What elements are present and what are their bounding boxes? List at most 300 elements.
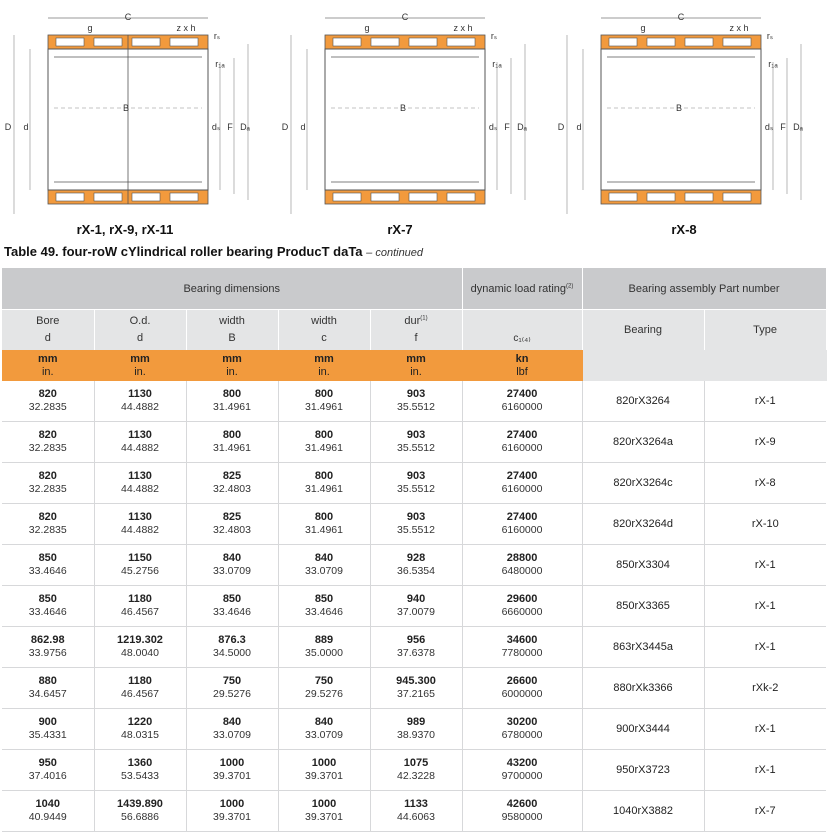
cell-load bbox=[462, 463, 582, 504]
dimension-label-g: g bbox=[87, 23, 93, 33]
cell-width-b-metric: 840 bbox=[222, 552, 242, 564]
cell-load-imperial: 6480000 bbox=[501, 565, 543, 577]
drawing-caption-3: rX-8 bbox=[671, 222, 697, 237]
cell-load bbox=[462, 586, 582, 627]
cell-width-c bbox=[278, 750, 370, 791]
cell-load-metric: 27400 bbox=[506, 470, 538, 482]
cell-od bbox=[94, 586, 186, 627]
dimension-label-r1a: r₁ₐ bbox=[215, 59, 225, 69]
cell-width-b-imperial: 32.4803 bbox=[213, 524, 251, 536]
cell-type: rX-9 bbox=[704, 422, 826, 463]
units-load-si: kn bbox=[515, 352, 529, 365]
roller bbox=[609, 193, 637, 201]
cell-bearing-part-number: 950rX3723 bbox=[582, 750, 704, 791]
table-row bbox=[2, 750, 826, 791]
roller bbox=[409, 193, 437, 201]
units-width-c bbox=[278, 350, 370, 381]
cell-bore-metric: 950 bbox=[38, 757, 57, 769]
header-row-groups bbox=[2, 268, 826, 310]
cell-bearing-part-number: 820rX3264c bbox=[582, 463, 704, 504]
cell-width-c-imperial: 31.4961 bbox=[305, 401, 343, 413]
cell-dur-imperial: 35.5512 bbox=[397, 442, 435, 454]
header-row-units bbox=[2, 350, 826, 381]
cell-od-imperial: 44.4882 bbox=[121, 524, 159, 536]
cell-width-c bbox=[278, 627, 370, 668]
cell-type: rX-1 bbox=[704, 381, 826, 422]
cell-bore bbox=[2, 791, 94, 832]
cell-bore-metric: 900 bbox=[38, 716, 57, 728]
cell-bearing-part-number: 820rX3264a bbox=[582, 422, 704, 463]
cell-bore-imperial: 32.2835 bbox=[28, 401, 67, 413]
cell-width-b-metric: 1000 bbox=[219, 798, 245, 810]
roller bbox=[685, 193, 713, 201]
cell-od-imperial: 45.2756 bbox=[121, 565, 159, 577]
roller bbox=[447, 193, 475, 201]
cell-dur-imperial: 44.6063 bbox=[397, 811, 435, 823]
table-title-continued: – continued bbox=[366, 247, 424, 259]
cell-od-imperial: 44.4882 bbox=[121, 401, 159, 413]
cell-dur bbox=[370, 504, 462, 545]
cell-dur bbox=[370, 627, 462, 668]
dimension-label-c: C bbox=[124, 12, 132, 22]
cell-bore bbox=[2, 545, 94, 586]
column-header-width-c-symbol: c bbox=[321, 332, 327, 344]
dimension-label-da: Dₐ bbox=[240, 122, 250, 132]
cell-od bbox=[94, 463, 186, 504]
cell-width-b-metric: 800 bbox=[222, 388, 242, 400]
units-bore-imperial: in. bbox=[41, 365, 54, 378]
cell-bore-imperial: 40.9449 bbox=[28, 811, 67, 823]
roller bbox=[170, 193, 198, 201]
cell-od bbox=[94, 709, 186, 750]
bearing-drawings bbox=[0, 0, 827, 240]
cell-width-c bbox=[278, 586, 370, 627]
cell-dur bbox=[370, 422, 462, 463]
cell-load bbox=[462, 791, 582, 832]
drawing-caption-2: rX-7 bbox=[387, 222, 413, 237]
cell-type: rX-1 bbox=[704, 545, 826, 586]
cell-load-metric: 29600 bbox=[506, 593, 538, 605]
cell-width-b-metric: 840 bbox=[222, 716, 242, 728]
cell-od bbox=[94, 422, 186, 463]
units-dur bbox=[370, 350, 462, 381]
units-width-c-si: mm bbox=[314, 352, 334, 365]
dimension-label-b: B bbox=[675, 103, 683, 113]
cell-width-b-metric: 1000 bbox=[219, 757, 245, 769]
roller bbox=[56, 193, 84, 201]
header-dynamic-load-label: dynamic load rating bbox=[470, 282, 567, 295]
cell-width-c-imperial: 39.3701 bbox=[305, 811, 343, 823]
header-part-number: Bearing assembly Part number bbox=[582, 268, 826, 310]
header-row-columns bbox=[2, 310, 826, 351]
cell-bore-imperial: 35.4331 bbox=[28, 729, 67, 741]
cell-load-metric: 28800 bbox=[506, 552, 538, 564]
cell-dur-metric: 989 bbox=[406, 716, 426, 728]
table-body bbox=[2, 381, 826, 832]
units-width-b bbox=[186, 350, 278, 381]
cell-width-c bbox=[278, 504, 370, 545]
cell-width-b-metric: 850 bbox=[222, 593, 242, 605]
cell-bore-metric: 820 bbox=[38, 511, 57, 523]
table-row bbox=[2, 709, 826, 750]
cell-width-c-metric: 840 bbox=[314, 552, 334, 564]
cell-load-imperial: 9700000 bbox=[501, 770, 543, 782]
column-header-bore-name: Bore bbox=[36, 315, 60, 327]
cell-od-metric: 1220 bbox=[127, 716, 153, 728]
cell-dur-metric: 903 bbox=[406, 429, 426, 441]
table-row bbox=[2, 586, 826, 627]
cell-bore-imperial: 32.2835 bbox=[28, 524, 67, 536]
column-header-od-name: O.d. bbox=[129, 315, 151, 327]
units-od-imperial: in. bbox=[134, 365, 146, 378]
cell-bearing-part-number: 820rX3264 bbox=[582, 381, 704, 422]
roller bbox=[333, 193, 361, 201]
column-header-width-b bbox=[186, 310, 278, 351]
column-header-dur bbox=[370, 310, 462, 351]
cell-od bbox=[94, 545, 186, 586]
cell-bore bbox=[2, 463, 94, 504]
roller bbox=[333, 38, 361, 46]
cell-width-b-imperial: 33.4646 bbox=[213, 606, 251, 618]
cell-bore-metric: 1040 bbox=[35, 798, 60, 810]
cell-od-metric: 1180 bbox=[128, 675, 152, 687]
column-header-width-b-name: width bbox=[219, 315, 245, 327]
cell-load-metric: 26600 bbox=[506, 675, 538, 687]
cell-width-b-imperial: 31.4961 bbox=[213, 442, 251, 454]
cell-dur-metric: 903 bbox=[406, 511, 426, 523]
roller bbox=[56, 38, 84, 46]
cell-bore bbox=[2, 709, 94, 750]
units-bore-si: mm bbox=[37, 352, 58, 365]
cell-od-imperial: 46.4567 bbox=[121, 606, 159, 618]
dimension-label-f: F bbox=[504, 122, 510, 132]
cell-od-imperial: 44.4882 bbox=[121, 483, 159, 495]
cell-dur bbox=[370, 750, 462, 791]
cell-width-b-imperial: 33.0709 bbox=[213, 729, 251, 741]
cell-od-metric: 1130 bbox=[128, 470, 152, 482]
cell-width-c-metric: 1000 bbox=[311, 798, 337, 810]
dimension-label-bore-d: d bbox=[576, 122, 582, 132]
cell-od-metric: 1130 bbox=[128, 429, 152, 441]
cell-dur bbox=[370, 586, 462, 627]
cell-load-imperial: 7780000 bbox=[501, 647, 543, 659]
cell-width-c-imperial: 33.0709 bbox=[305, 565, 343, 577]
cell-od bbox=[94, 791, 186, 832]
dimension-label-outer-d: D bbox=[557, 122, 565, 132]
dimension-label-zxh: z x h bbox=[729, 23, 749, 33]
dimension-label-outer-d: D bbox=[4, 122, 12, 132]
roller bbox=[132, 38, 160, 46]
cell-bearing-part-number: 850rX3365 bbox=[582, 586, 704, 627]
bearing-data-table bbox=[2, 268, 827, 832]
roller bbox=[409, 38, 437, 46]
cell-width-c bbox=[278, 463, 370, 504]
cell-bearing-part-number: 880rXk3366 bbox=[582, 668, 704, 709]
cell-load-imperial: 6160000 bbox=[501, 442, 543, 454]
cell-od-metric: 1219.302 bbox=[117, 634, 163, 646]
cell-dur-metric: 903 bbox=[406, 470, 426, 482]
cell-bearing-part-number: 1040rX3882 bbox=[582, 791, 704, 832]
table-row bbox=[2, 791, 826, 832]
cell-width-c-imperial: 35.0000 bbox=[305, 647, 343, 659]
cell-bore-imperial: 33.4646 bbox=[28, 565, 67, 577]
header-bearing-dimensions: Bearing dimensions bbox=[2, 268, 462, 310]
cell-dur-imperial: 36.5354 bbox=[397, 565, 435, 577]
units-dur-imperial: in. bbox=[410, 365, 422, 378]
roller bbox=[723, 38, 751, 46]
cell-od-imperial: 48.0040 bbox=[121, 647, 159, 659]
roller bbox=[723, 193, 751, 201]
cell-bore-metric: 820 bbox=[38, 388, 57, 400]
drawing-caption-1: rX-1, rX-9, rX-11 bbox=[76, 222, 174, 237]
cell-width-c bbox=[278, 791, 370, 832]
cell-width-c-metric: 800 bbox=[314, 388, 334, 400]
cell-load-imperial: 6780000 bbox=[501, 729, 543, 741]
roller bbox=[609, 38, 637, 46]
cell-bore bbox=[2, 627, 94, 668]
table-row bbox=[2, 422, 826, 463]
dimension-label-g: g bbox=[640, 23, 646, 33]
cell-width-c-metric: 800 bbox=[314, 470, 334, 482]
dimension-label-da: Dₐ bbox=[793, 122, 803, 132]
cell-od-imperial: 44.4882 bbox=[121, 442, 159, 454]
cell-width-b bbox=[186, 627, 278, 668]
cell-load-imperial: 9580000 bbox=[501, 811, 543, 823]
units-load-imperial: lbf bbox=[516, 365, 528, 378]
cell-od bbox=[94, 381, 186, 422]
cell-od-metric: 1360 bbox=[127, 757, 153, 769]
column-header-load bbox=[462, 310, 582, 351]
dimension-label-c: C bbox=[401, 12, 409, 22]
cell-width-c-imperial: 31.4961 bbox=[305, 524, 343, 536]
dimension-label-bore-d: d bbox=[300, 122, 306, 132]
cell-dur bbox=[370, 545, 462, 586]
roller bbox=[647, 38, 675, 46]
dimension-label-da: Dₐ bbox=[517, 122, 527, 132]
cell-od-metric: 1180 bbox=[128, 593, 152, 605]
cell-width-b bbox=[186, 750, 278, 791]
dimension-label-f: F bbox=[780, 122, 786, 132]
cell-width-c-metric: 1000 bbox=[311, 757, 337, 769]
cell-bore-imperial: 32.2835 bbox=[28, 442, 67, 454]
cell-width-c bbox=[278, 668, 370, 709]
column-header-dur-name: dur bbox=[404, 315, 421, 327]
cell-dur-metric: 956 bbox=[406, 634, 426, 646]
cell-dur bbox=[370, 709, 462, 750]
units-width-b-si: mm bbox=[222, 352, 242, 365]
cell-type: rXk-2 bbox=[704, 668, 826, 709]
cell-bearing-part-number: 820rX3264d bbox=[582, 504, 704, 545]
roller bbox=[447, 38, 475, 46]
cell-load bbox=[462, 709, 582, 750]
cell-width-b-imperial: 33.0709 bbox=[213, 565, 251, 577]
cell-width-b-metric: 825 bbox=[222, 470, 242, 482]
units-width-b-imperial: in. bbox=[226, 365, 238, 378]
cell-width-b bbox=[186, 545, 278, 586]
cell-width-b bbox=[186, 791, 278, 832]
table-row bbox=[2, 463, 826, 504]
column-header-type: Type bbox=[704, 310, 826, 351]
cell-width-b-metric: 876.3 bbox=[218, 634, 246, 646]
dimension-label-r1a: r₁ₐ bbox=[768, 59, 778, 69]
cell-load bbox=[462, 627, 582, 668]
dimension-label-zxh: z x h bbox=[453, 23, 473, 33]
column-header-od-symbol: d bbox=[136, 332, 144, 344]
cell-bearing-part-number: 850rX3304 bbox=[582, 545, 704, 586]
column-header-width-c-name: width bbox=[311, 315, 337, 327]
cell-dur bbox=[370, 381, 462, 422]
table-row bbox=[2, 668, 826, 709]
cell-dur-metric: 1133 bbox=[404, 798, 428, 810]
cell-width-c-imperial: 33.4646 bbox=[305, 606, 343, 618]
cell-load bbox=[462, 422, 582, 463]
units-od-si: mm bbox=[130, 352, 150, 365]
cell-load-metric: 34600 bbox=[506, 634, 538, 646]
cell-od bbox=[94, 504, 186, 545]
cell-bore-metric: 850 bbox=[38, 593, 57, 605]
cell-dur-imperial: 35.5512 bbox=[397, 524, 435, 536]
units-width-c-imperial: in. bbox=[318, 365, 330, 378]
header-dynamic-load bbox=[462, 268, 582, 310]
dimension-label-ds: dₛ bbox=[211, 122, 221, 132]
cell-bore-imperial: 37.4016 bbox=[28, 770, 67, 782]
cell-dur-imperial: 37.2165 bbox=[397, 688, 435, 700]
cell-od-metric: 1439.890 bbox=[117, 798, 163, 810]
cell-bore bbox=[2, 504, 94, 545]
dimension-label-bore-d: d bbox=[23, 122, 29, 132]
cell-width-c-metric: 889 bbox=[314, 634, 334, 646]
cell-bore-metric: 880 bbox=[38, 675, 57, 687]
column-header-dur-sup: (1) bbox=[420, 315, 428, 322]
cell-width-c-metric: 800 bbox=[314, 429, 334, 441]
cell-load-metric: 27400 bbox=[506, 388, 538, 400]
cell-od-imperial: 56.6886 bbox=[121, 811, 159, 823]
table-row bbox=[2, 381, 826, 422]
cell-bore bbox=[2, 668, 94, 709]
cell-od-metric: 1130 bbox=[128, 511, 152, 523]
cell-type: rX-1 bbox=[704, 586, 826, 627]
cell-bore-metric: 820 bbox=[38, 470, 57, 482]
dimension-label-b: B bbox=[399, 103, 407, 113]
cell-bore-metric: 820 bbox=[38, 429, 57, 441]
cell-bore-imperial: 34.6457 bbox=[28, 688, 67, 700]
column-header-od bbox=[94, 310, 186, 351]
cell-width-b bbox=[186, 709, 278, 750]
units-blank bbox=[582, 350, 704, 381]
cell-load bbox=[462, 545, 582, 586]
roller bbox=[371, 193, 399, 201]
cell-width-b-imperial: 39.3701 bbox=[213, 811, 251, 823]
units-od bbox=[94, 350, 186, 381]
cell-bore bbox=[2, 586, 94, 627]
cell-type: rX-1 bbox=[704, 627, 826, 668]
cell-dur-imperial: 38.9370 bbox=[397, 729, 435, 741]
cell-width-b bbox=[186, 668, 278, 709]
cell-width-b-imperial: 31.4961 bbox=[213, 401, 251, 413]
column-header-dur-symbol: f bbox=[414, 332, 418, 344]
cell-width-b-metric: 800 bbox=[222, 429, 242, 441]
cell-width-b bbox=[186, 463, 278, 504]
cell-bore bbox=[2, 750, 94, 791]
cell-load-metric: 43200 bbox=[506, 757, 538, 769]
table-row bbox=[2, 504, 826, 545]
cell-bore-metric: 862.98 bbox=[30, 634, 65, 646]
cell-width-c-metric: 800 bbox=[314, 511, 334, 523]
units-bore bbox=[2, 350, 94, 381]
dimension-label-f: F bbox=[227, 122, 233, 132]
cell-od bbox=[94, 750, 186, 791]
cell-width-c-imperial: 31.4961 bbox=[305, 483, 343, 495]
column-header-bore-symbol: d bbox=[44, 332, 51, 344]
cell-od-metric: 1150 bbox=[128, 552, 152, 564]
dimension-label-b: B bbox=[122, 103, 130, 113]
cell-width-c-imperial: 33.0709 bbox=[305, 729, 343, 741]
cell-width-b bbox=[186, 504, 278, 545]
cell-dur bbox=[370, 791, 462, 832]
cell-od-imperial: 53.5433 bbox=[121, 770, 159, 782]
cell-type: rX-1 bbox=[704, 709, 826, 750]
cell-width-b-imperial: 32.4803 bbox=[213, 483, 251, 495]
cell-od bbox=[94, 627, 186, 668]
cell-dur-imperial: 35.5512 bbox=[397, 401, 435, 413]
dimension-label-rs: rₛ bbox=[490, 31, 498, 41]
dimension-label-outer-d: D bbox=[281, 122, 289, 132]
cell-bore bbox=[2, 381, 94, 422]
table-row bbox=[2, 627, 826, 668]
dimension-label-ds: dₛ bbox=[488, 122, 498, 132]
roller bbox=[132, 193, 160, 201]
cell-dur-imperial: 37.6378 bbox=[397, 647, 435, 659]
roller bbox=[94, 193, 122, 201]
cell-od-imperial: 46.4567 bbox=[121, 688, 159, 700]
cell-width-c-metric: 850 bbox=[314, 593, 334, 605]
dimension-label-g: g bbox=[364, 23, 370, 33]
roller bbox=[94, 38, 122, 46]
cell-load bbox=[462, 668, 582, 709]
dimension-label-ds: dₛ bbox=[764, 122, 774, 132]
cell-dur bbox=[370, 463, 462, 504]
cell-load bbox=[462, 504, 582, 545]
column-header-bore bbox=[2, 310, 94, 351]
cell-dur bbox=[370, 668, 462, 709]
table-title bbox=[4, 244, 423, 259]
cell-load-imperial: 6000000 bbox=[501, 688, 543, 700]
cell-width-c-metric: 840 bbox=[314, 716, 334, 728]
cell-width-b bbox=[186, 422, 278, 463]
cell-load-imperial: 6660000 bbox=[501, 606, 543, 618]
cell-width-b-imperial: 39.3701 bbox=[213, 770, 251, 782]
bearing-body bbox=[601, 49, 761, 190]
bearing-drawings-svg bbox=[0, 0, 827, 240]
cell-dur-metric: 1075 bbox=[403, 757, 429, 769]
cell-width-c-imperial: 31.4961 bbox=[305, 442, 343, 454]
column-header-width-b-symbol: B bbox=[228, 332, 236, 344]
cell-width-c-imperial: 39.3701 bbox=[305, 770, 343, 782]
cell-load bbox=[462, 381, 582, 422]
cell-bore-imperial: 33.4646 bbox=[28, 606, 67, 618]
cell-load-metric: 42600 bbox=[506, 798, 538, 810]
cell-width-c-imperial: 29.5276 bbox=[305, 688, 343, 700]
table-title-main: Table 49. four-roW cYlindrical roller bearing ProducT daTa bbox=[4, 244, 363, 259]
table-row bbox=[2, 545, 826, 586]
roller bbox=[170, 38, 198, 46]
cell-load-metric: 30200 bbox=[506, 716, 538, 728]
roller bbox=[647, 193, 675, 201]
bearing-body bbox=[325, 49, 485, 190]
cell-bore-imperial: 33.9756 bbox=[28, 647, 67, 659]
cell-width-b-metric: 750 bbox=[222, 675, 242, 687]
units-dur-si: mm bbox=[406, 352, 426, 365]
